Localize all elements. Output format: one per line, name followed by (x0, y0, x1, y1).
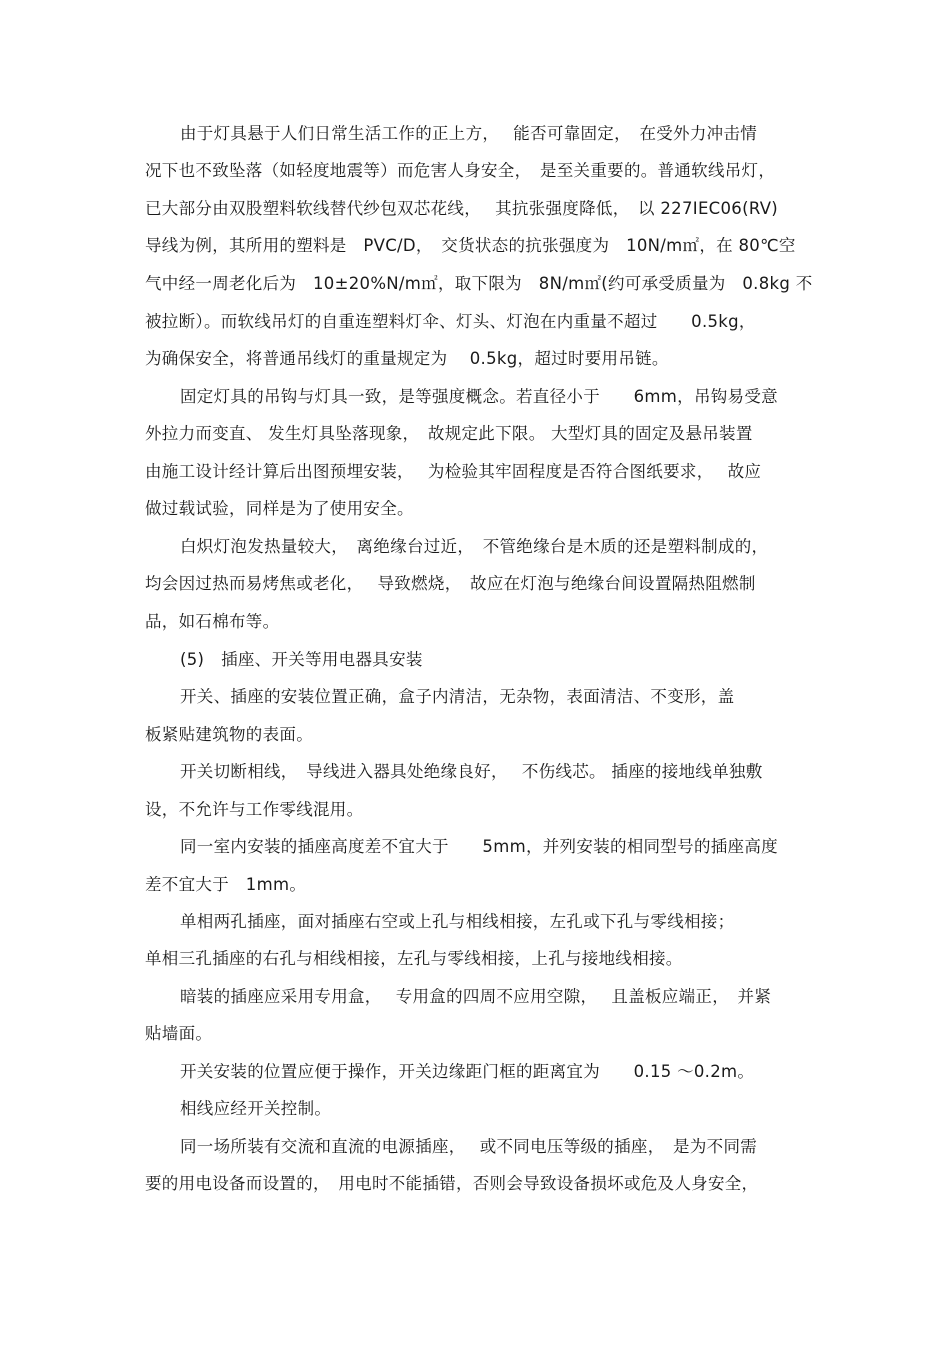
text-line: 做过载试验，同样是为了使用安全。 (145, 499, 414, 518)
text-line: 贴墙面。 (145, 1024, 213, 1043)
section-heading: (5) 插座、开关等用电器具安装 (180, 650, 423, 669)
text-line: 由于灯具悬于人们日常生活工作的正上方， 能否可靠固定， 在受外力冲击情 (180, 124, 758, 143)
text-line: 为确保安全，将普通吊线灯的重量规定为 0.5kg，超过时要用吊链。 (145, 349, 669, 368)
text-line: 同一室内安装的插座高度差不宜大于 5mm，并列安装的相同型号的插座高度 (180, 837, 778, 856)
text-line: 况下也不致坠落（如轻度地震等）而危害人身安全， 是至关重要的。普通软线吊灯， (145, 161, 776, 180)
text-line: 开关、插座的安装位置正确，盒子内清洁，无杂物，表面清洁、不变形，盖 (180, 687, 735, 706)
text-line: 气中经一周老化后为 10±20%N/m㎡，取下限为 8N/m㎡(约可承受质量为 0.8kg 不 (145, 274, 813, 293)
text-line: 同一场所装有交流和直流的电源插座， 或不同电压等级的插座， 是为不同需 (180, 1137, 758, 1156)
text-line: 开关切断相线， 导线进入器具处绝缘良好， 不伤线芯。 插座的接地线单独敷 (180, 762, 763, 781)
text-line: 白炽灯泡发热量较大， 离绝缘台过近， 不管绝缘台是木质的还是塑料制成的， (180, 537, 769, 556)
text-line: 单相两孔插座，面对插座右空或上孔与相线相接，左孔或下孔与零线相接； (180, 912, 735, 931)
text-line: 开关安装的位置应便于操作，开关边缘距门框的距离宜为 0.15 ～0.2m。 (180, 1062, 755, 1081)
text-line: 要的用电设备而设置的， 用电时不能插错，否则会导致设备损坏或危及人身安全， (145, 1174, 759, 1193)
text-line: 已大部分由双股塑料软线替代纱包双芯花线， 其抗张强度降低， 以 227IEC06(RV) (145, 199, 779, 218)
text-line: 导线为例，其所用的塑料是 PVC/D， 交货状态的抗张强度为 10N/m㎡，在 80℃空 (145, 236, 796, 255)
text-line: 品，如石棉布等。 (145, 612, 280, 631)
text-line: 板紧贴建筑物的表面。 (145, 725, 313, 744)
text-line: 暗装的插座应采用专用盒， 专用盒的四周不应用空隙， 且盖板应端正， 并紧 (180, 987, 772, 1006)
text-line: 固定灯具的吊钩与灯具一致，是等强度概念。若直径小于 6mm，吊钩易受意 (180, 387, 778, 406)
text-line: 被拉断）。而软线吊灯的自重连塑料灯伞、灯头、灯泡在内重量不超过 0.5kg， (145, 312, 756, 331)
text-line: 单相三孔插座的右孔与相线相接，左孔与零线相接，上孔与接地线相接。 (145, 949, 683, 968)
text-line: 外拉力而变直、 发生灯具坠落现象， 故规定此下限。 大型灯具的固定及悬吊装置 (145, 424, 753, 443)
text-line: 差不宜大于 1mm。 (145, 875, 307, 894)
text-line: 均会因过热而易烤焦或老化， 导致燃烧， 故应在灯泡与绝缘台间设置隔热阻燃制 (145, 574, 756, 593)
text-line: 设，不允许与工作零线混用。 (145, 800, 364, 819)
text-line: 由施工设计经计算后出图预埋安装， 为检验其牢固程度是否符合图纸要求， 故应 (145, 462, 762, 481)
text-line: 相线应经开关控制。 (180, 1099, 332, 1118)
